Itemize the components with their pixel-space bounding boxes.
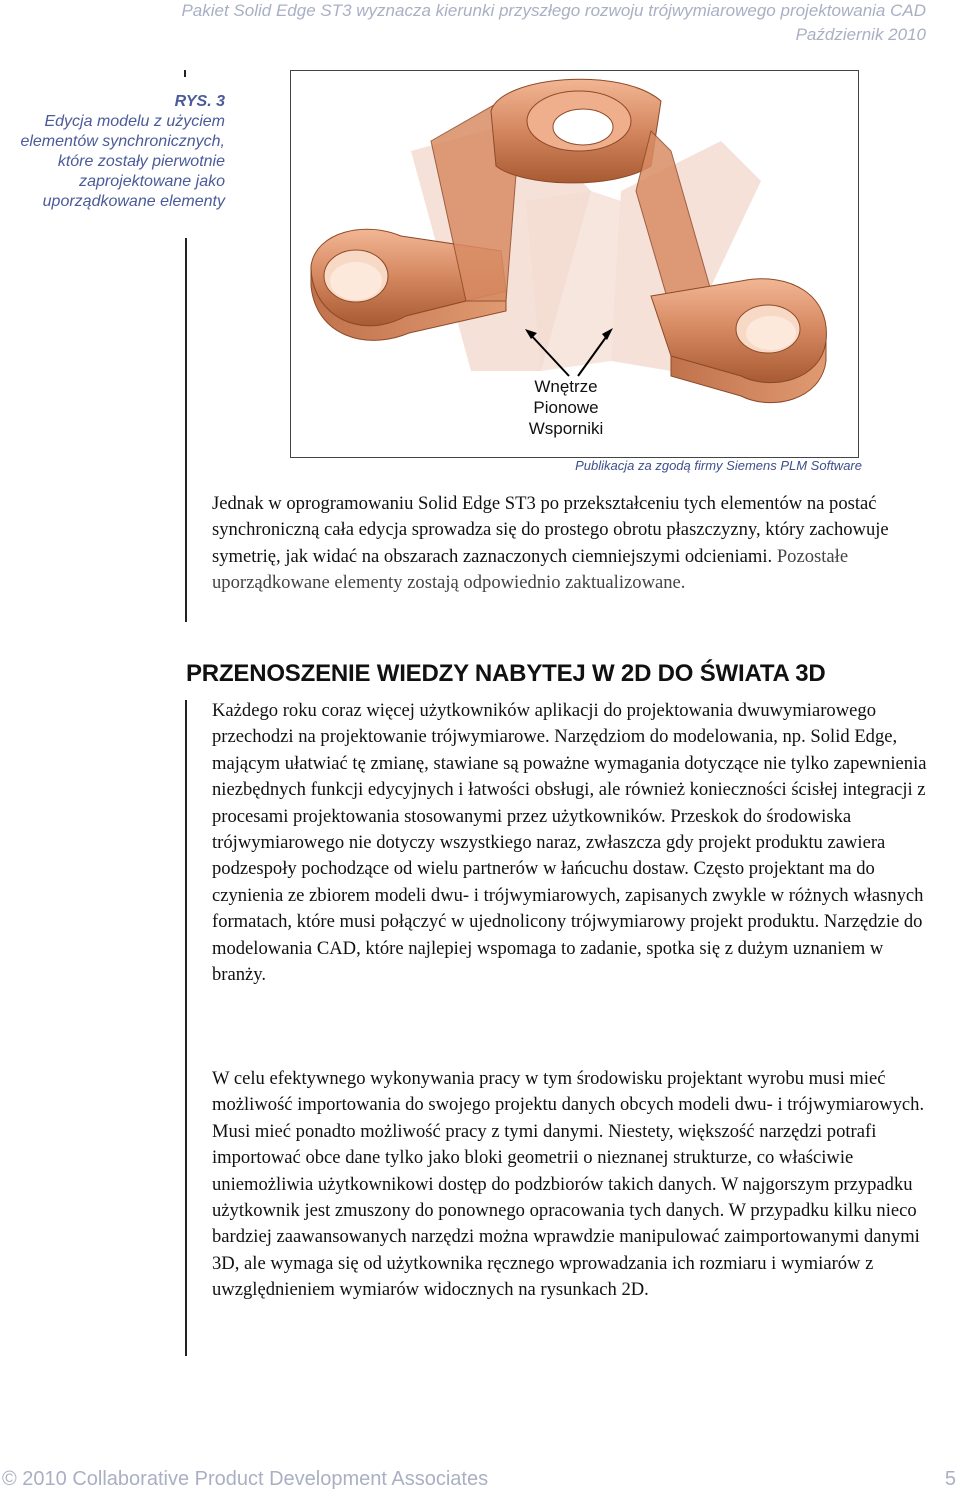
top-hole xyxy=(553,109,613,145)
page-number: 5 xyxy=(944,1468,956,1490)
paragraph-1 xyxy=(212,491,928,597)
right-hole-inner xyxy=(746,316,796,350)
left-hole-inner xyxy=(330,262,382,300)
header-title: Pakiet Solid Edge ST3 wyznacza kierunki przyszłego rozwoju trójwymiarowego projektowania CAD xyxy=(181,1,926,20)
caption-tick xyxy=(184,70,186,77)
figure-caption-label: RYS. 3 xyxy=(174,93,225,110)
figure-image xyxy=(290,70,859,458)
annotation-line-3: Wsporniki xyxy=(528,419,604,438)
margin-rule-bottom xyxy=(185,700,187,1356)
section-heading: PRZENOSZENIE WIEDZY NABYTEJ W 2D DO ŚWIATA 3D xyxy=(186,660,826,687)
footer-copyright: © 2010 Collaborative Product Development Associates xyxy=(2,1468,489,1490)
figure-caption-text: Edycja modelu z użyciem elementów synchronicznych, które zostały pierwotnie zaprojektowane jako uporządkowane elementy xyxy=(20,113,225,210)
paragraph-3: W celu efektywnego wykonywania pracy w tym środowisku projektant wyrobu musi mieć możliwość importowania do swojego projektu danych obcych modeli dwu- i trójwymiarowych. Musi mieć ponadto możliwość pracy z tymi danymi. Niestety, większość narzędzi potrafi importować obce dane tylko jako bloki geometrii o nieznanej strukturze, co właściwie uniemożliwia użytkownikowi dostęp do podzbiorów takich danych. W najgorszym przypadku użytkownik jest zmuszony do ponownego opracowania tych danych. W przypadku kilku nieco bardziej zaawansowanych narzędzi można wprawdzie manipulować zaimportowanymi danymi 3D, ale wymaga się od użytkownika ręcznego wprowadzania ich rozmiaru i wymiarów z uwzględnieniem wymiarów widocznych na rysunkach 2D. xyxy=(212,1068,925,1301)
header-date: Październik 2010 xyxy=(795,25,926,44)
paragraph-2: Każdego roku coraz więcej użytkowników aplikacji do projektowania dwuwymiarowego przechodzi na projektowanie trójwymiarowe. Narzędziom do modelowania, np. Solid Edge, mającym ułatwiać tę zmianę, stawiane są poważne wymagania dotyczące nie tylko zapewnienia niezbędnych funkcji edycyjnych i łatwości obsługi, ale również konieczności ścisłej integracji z procesami projektowania stosowanymi przez użytkowników. Przeskok do środowiska trójwymiarowego nie dotyczy wszystkiego naraz, zwłaszcza gdy projekt produktu zawiera podzespoły pochodzące od wielu partnerów w łańcuchu dostaw. Często projektant ma do czynienia ze zbiorem modeli dwu- i trójwymiarowych, zapisanych zwykle w różnych własnych formatach, które musi połączyć w ujednolicony trójwymiarowy projekt produktu. Narzędzie do modelowania CAD, które najlepiej wspomaga to zadanie, spotka się z dużym uznaniem w branży. xyxy=(212,700,927,986)
page-footer xyxy=(0,1468,960,1494)
annotation-line-2: Pionowe xyxy=(533,398,599,417)
page-header xyxy=(181,0,926,46)
paragraph-1-text-2: Pozostałe uporządkowane elementy zostają odpowiednio zaktualizowane. xyxy=(212,545,849,594)
paragraph-1-text: Jednak w oprogramowaniu Solid Edge ST3 po przekształceniu tych elementów na postać synchroniczną cała edycja sprowadza się do prostego obrotu płaszczyzny, który zachowuje symetrię, jak widać na obszarach zaznaczonych ciemniejszymi odcieniami. xyxy=(212,493,889,567)
margin-rule-top xyxy=(185,238,187,622)
figure-credit: Publikacja za zgodą firmy Siemens PLM Software xyxy=(575,458,862,473)
figure-caption xyxy=(14,92,225,212)
annotation-line-1: Wnętrze xyxy=(534,377,598,396)
figure-annotation xyxy=(511,376,621,439)
